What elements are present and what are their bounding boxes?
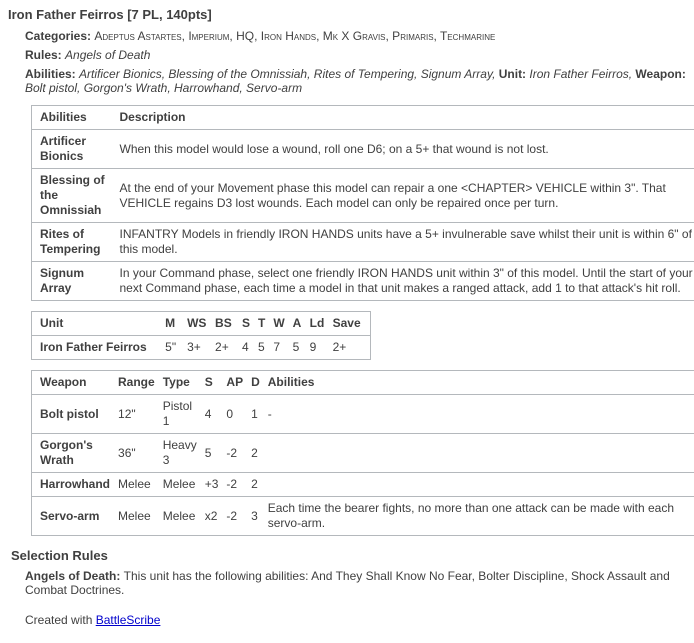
col-header-w: W <box>269 312 288 336</box>
unit-title: Iron Father Feirros [7 PL, 140pts] <box>8 7 212 22</box>
col-header-ld: Ld <box>306 312 329 336</box>
unit-list: Iron Father Feirros, <box>529 67 636 81</box>
weapon-name: Gorgon's Wrath <box>32 434 115 473</box>
weapon-d: 1 <box>247 395 264 434</box>
ability-description: In your Command phase, select one friendly IRON HANDS unit within 3" of this model. Until the start of your next Command phase, each time a model in that unit makes a ranged attack, add 1 to that attack's hit roll. <box>116 262 694 301</box>
table-row <box>32 473 694 497</box>
selection-rule-name: Angels of Death: <box>25 569 124 583</box>
selection-rule <box>25 569 688 597</box>
ability-description: When this model would lose a wound, roll one D6; on a 5+ that wound is not lost. <box>116 130 694 169</box>
weapon-type: Heavy 3 <box>159 434 201 473</box>
profiles-line <box>25 67 688 95</box>
col-header-t: T <box>254 312 269 336</box>
weapon-s: +3 <box>201 473 223 497</box>
table-row <box>32 434 694 473</box>
weapon-type: Melee <box>159 473 201 497</box>
unit-name: Iron Father Feirros <box>32 336 162 360</box>
weapon-ap: -2 <box>222 473 247 497</box>
rules-line <box>25 48 688 62</box>
weapon-range: 12" <box>114 395 159 434</box>
ability-description: At the end of your Movement phase this model can repair a one <CHAPTER> VEHICLE within 3". That VEHICLE regains D3 lost wounds. Each model can only be repaired once per turn. <box>116 169 694 223</box>
weapon-type: Melee <box>159 497 201 536</box>
weapon-d: 2 <box>247 434 264 473</box>
weapon-list: Bolt pistol, Gorgon's Wrath, Harrowhand, Servo-arm <box>25 81 303 95</box>
unit-label: Unit: <box>498 67 530 81</box>
col-header-range: Range <box>114 371 159 395</box>
abilities-label: Abilities: <box>25 67 80 81</box>
col-header-type: Type <box>159 371 201 395</box>
roster-output <box>8 7 693 627</box>
weapon-table-header-row <box>32 371 694 395</box>
weapon-ap: 0 <box>222 395 247 434</box>
ability-description: INFANTRY Models in friendly IRON HANDS units have a 5+ invulnerable save whilst their unit is within 6" of this model. <box>116 223 694 262</box>
table-row <box>32 130 694 169</box>
weapon-range: Melee <box>114 473 159 497</box>
rules-label: Rules: <box>25 48 66 62</box>
col-header-a: A <box>289 312 306 336</box>
weapon-abilities: - <box>264 395 694 434</box>
selection-rules-body <box>25 569 688 627</box>
unit-info <box>25 29 693 536</box>
stat-w: 7 <box>269 336 288 360</box>
weapon-abilities <box>264 473 694 497</box>
abilities-table <box>31 105 694 301</box>
stat-save: 2+ <box>329 336 371 360</box>
col-header-ap: AP <box>222 371 247 395</box>
weapon-abilities <box>264 434 694 473</box>
unit-table <box>31 311 371 360</box>
weapon-range: Melee <box>114 497 159 536</box>
weapon-name: Bolt pistol <box>32 395 115 434</box>
weapon-d: 2 <box>247 473 264 497</box>
ability-name: Blessing of the Omnissiah <box>32 169 116 223</box>
table-row <box>32 169 694 223</box>
stat-ws: 3+ <box>183 336 211 360</box>
weapon-abilities: Each time the bearer fights, no more than one attack can be made with each servo-arm. <box>264 497 694 536</box>
weapon-ap: -2 <box>222 497 247 536</box>
weapon-name: Harrowhand <box>32 473 115 497</box>
footer-line <box>25 613 688 627</box>
unit-table-header-row <box>32 312 371 336</box>
weapon-ap: -2 <box>222 434 247 473</box>
weapon-name: Servo-arm <box>32 497 115 536</box>
col-header-description: Description <box>116 106 694 130</box>
stat-a: 5 <box>289 336 306 360</box>
categories-value: Adeptus Astartes, Imperium, HQ, Iron Hands, Mk X Gravis, Primaris, Techmarine <box>94 29 496 43</box>
col-header-abilities: Abilities <box>264 371 694 395</box>
ability-name: Rites of Tempering <box>32 223 116 262</box>
table-row <box>32 262 694 301</box>
categories-line <box>25 29 688 43</box>
col-header-bs: BS <box>211 312 238 336</box>
weapon-range: 36" <box>114 434 159 473</box>
stat-bs: 2+ <box>211 336 238 360</box>
table-row <box>32 395 694 434</box>
weapon-type: Pistol 1 <box>159 395 201 434</box>
weapon-d: 3 <box>247 497 264 536</box>
weapon-s: x2 <box>201 497 223 536</box>
created-with-text: Created with <box>25 613 96 627</box>
col-header-s: S <box>238 312 254 336</box>
weapon-table <box>31 370 694 536</box>
ability-name: Signum Array <box>32 262 116 301</box>
table-row <box>32 223 694 262</box>
stat-m: 5" <box>161 336 183 360</box>
weapon-s: 5 <box>201 434 223 473</box>
col-header-d: D <box>247 371 264 395</box>
col-header-weapon: Weapon <box>32 371 115 395</box>
col-header-m: M <box>161 312 183 336</box>
weapon-s: 4 <box>201 395 223 434</box>
rules-value: Angels of Death <box>65 48 151 62</box>
abilities-table-header-row <box>32 106 694 130</box>
stat-s: 4 <box>238 336 254 360</box>
table-row <box>32 497 694 536</box>
col-header-ws: WS <box>183 312 211 336</box>
weapon-label: Weapon: <box>635 67 686 81</box>
table-row <box>32 336 371 360</box>
stat-ld: 9 <box>306 336 329 360</box>
categories-label: Categories: <box>25 29 95 43</box>
col-header-save: Save <box>329 312 371 336</box>
ability-name: Artificer Bionics <box>32 130 116 169</box>
col-header-abilities: Abilities <box>32 106 116 130</box>
selection-rule-text: This unit has the following abilities: And They Shall Know No Fear, Bolter Discipline, Shock Assault and Combat Doctrines. <box>25 569 670 597</box>
abilities-list: Artificer Bionics, Blessing of the Omnissiah, Rites of Tempering, Signum Array, <box>79 67 499 81</box>
selection-rules-heading: Selection Rules <box>11 548 108 563</box>
col-header-unit: Unit <box>32 312 162 336</box>
stat-t: 5 <box>254 336 269 360</box>
col-header-s: S <box>201 371 223 395</box>
battlescribe-link[interactable]: BattleScribe <box>95 613 161 627</box>
